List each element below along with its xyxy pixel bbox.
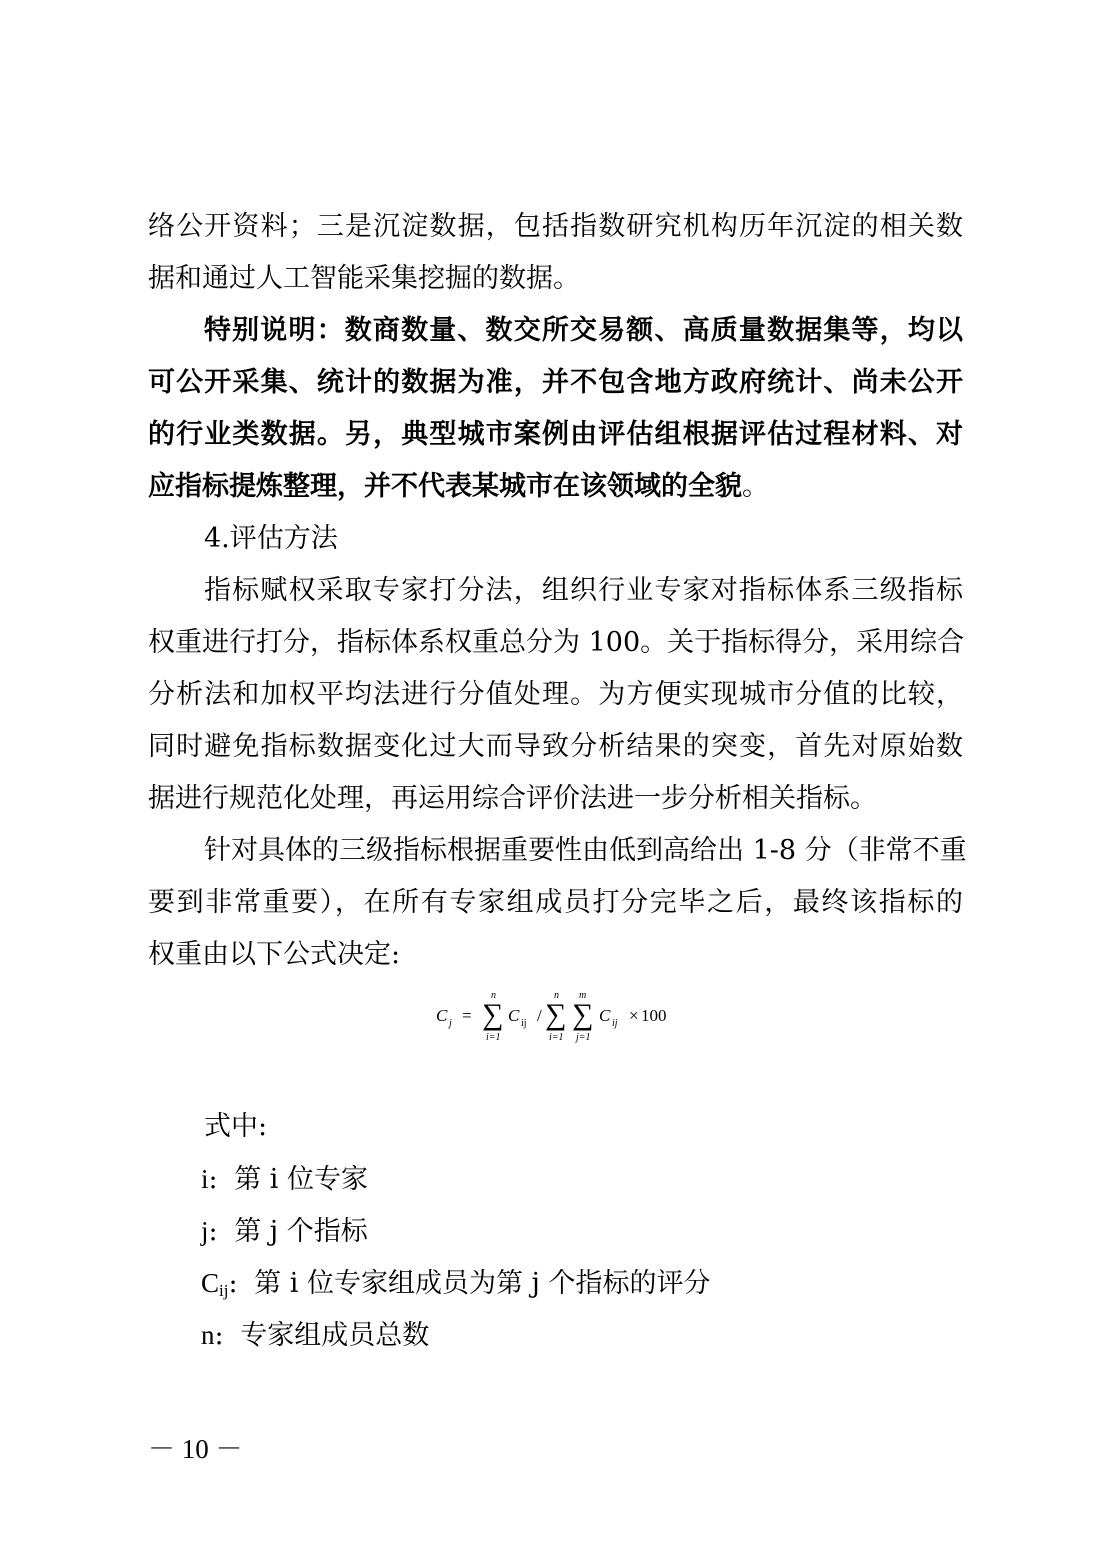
definition-item: [201, 1317, 429, 1354]
definition-item: [201, 1213, 368, 1250]
formula-equals: =: [462, 1006, 472, 1025]
formula-sum3-upper: m: [579, 990, 587, 1001]
formula-term1-sub: ij: [521, 1018, 527, 1029]
special-note-line-4-text: 应指标提炼整理，并不代表某城市在该领域的全貌: [148, 471, 742, 502]
sum-icon: ∑: [482, 998, 504, 1031]
definition-term: i: [201, 1164, 209, 1194]
formula-divide: /: [537, 1006, 542, 1025]
definitions-intro: 式中:: [204, 1111, 268, 1142]
formula-sum2-upper: n: [554, 990, 559, 1001]
formula-lhs-sub: j: [449, 1018, 452, 1029]
method-line-5: 据进行规范化处理，再运用综合评价法进一步分析相关指标。: [148, 783, 877, 814]
special-note-end-punct: 。: [742, 471, 769, 502]
definition-desc: 第 i 位专家: [234, 1164, 369, 1195]
formula-sum2-lower: i=1: [549, 1032, 564, 1043]
sum-icon: ∑: [572, 998, 594, 1031]
definition-term: n: [201, 1320, 215, 1350]
special-note-line-4: [148, 469, 963, 505]
method-line-1: 指标赋权采取专家打分法，组织行业专家对指标体系三级指标: [204, 575, 963, 606]
weight-formula: [436, 992, 676, 1048]
definition-item: [201, 1161, 368, 1198]
method-line-3: 分析法和加权平均法进行分值处理。为方便实现城市分值的比较，: [148, 679, 963, 710]
special-note-line-3: 的行业类数据。另，典型城市案例由评估组根据评估过程材料、对: [148, 419, 963, 450]
body-line-2: 据和通过人工智能采集挖掘的数据。: [148, 263, 580, 294]
weight-line-1: 针对具体的三级指标根据重要性由低到高给出 1-8 分（非常不重: [204, 835, 967, 866]
special-note-line-2: 可公开采集、统计的数据为准，并不包含地方政府统计、尚未公开: [148, 367, 963, 398]
definition-term-sub: ij: [219, 1281, 229, 1300]
formula-sum3-lower: j=1: [576, 1032, 591, 1043]
definition-colon: :: [208, 1216, 218, 1247]
page-number: － 10 －: [148, 1434, 243, 1464]
definition-term-base: C: [201, 1268, 220, 1298]
definition-colon: :: [214, 1320, 224, 1351]
section-heading: 4.评估方法: [204, 523, 338, 554]
sum-icon: ∑: [545, 998, 567, 1031]
definition-term: [201, 1265, 228, 1309]
definition-desc: 第 i 位专家组成员为第 j 个指标的评分: [254, 1268, 711, 1299]
definition-colon: :: [208, 1164, 218, 1195]
definition-desc: 第 j 个指标: [234, 1216, 368, 1247]
special-note-line-1: 特别说明：数商数量、数交所交易额、高质量数据集等，均以: [204, 315, 963, 346]
formula-term2-sub: ij: [612, 1018, 618, 1029]
weight-line-2: 要到非常重要），在所有专家组成员打分完毕之后，最终该指标的: [148, 887, 963, 918]
formula-sum1-upper: n: [491, 990, 496, 1001]
definition-term: j: [201, 1216, 209, 1246]
formula-lhs-symbol: C: [436, 1006, 448, 1025]
definition-item: [201, 1265, 711, 1309]
method-line-4: 同时避免指标数据变化过大而导致分析结果的突变，首先对原始数: [148, 731, 963, 762]
definition-desc: 专家组成员总数: [240, 1320, 430, 1351]
method-line-2: 权重进行打分，指标体系权重总分为 100。关于指标得分，采用综合: [148, 627, 965, 658]
formula-term2-symbol: C: [599, 1006, 611, 1025]
formula-constant: 100: [641, 1006, 667, 1025]
weight-line-3: 权重由以下公式决定:: [148, 939, 401, 970]
formula-times: ×: [629, 1006, 639, 1025]
formula-sum1-lower: i=1: [486, 1032, 501, 1043]
body-line-1: 络公开资料；三是沉淀数据，包括指数研究机构历年沉淀的相关数: [148, 211, 963, 242]
definition-colon: :: [228, 1268, 238, 1299]
formula-term1-symbol: C: [508, 1006, 520, 1025]
